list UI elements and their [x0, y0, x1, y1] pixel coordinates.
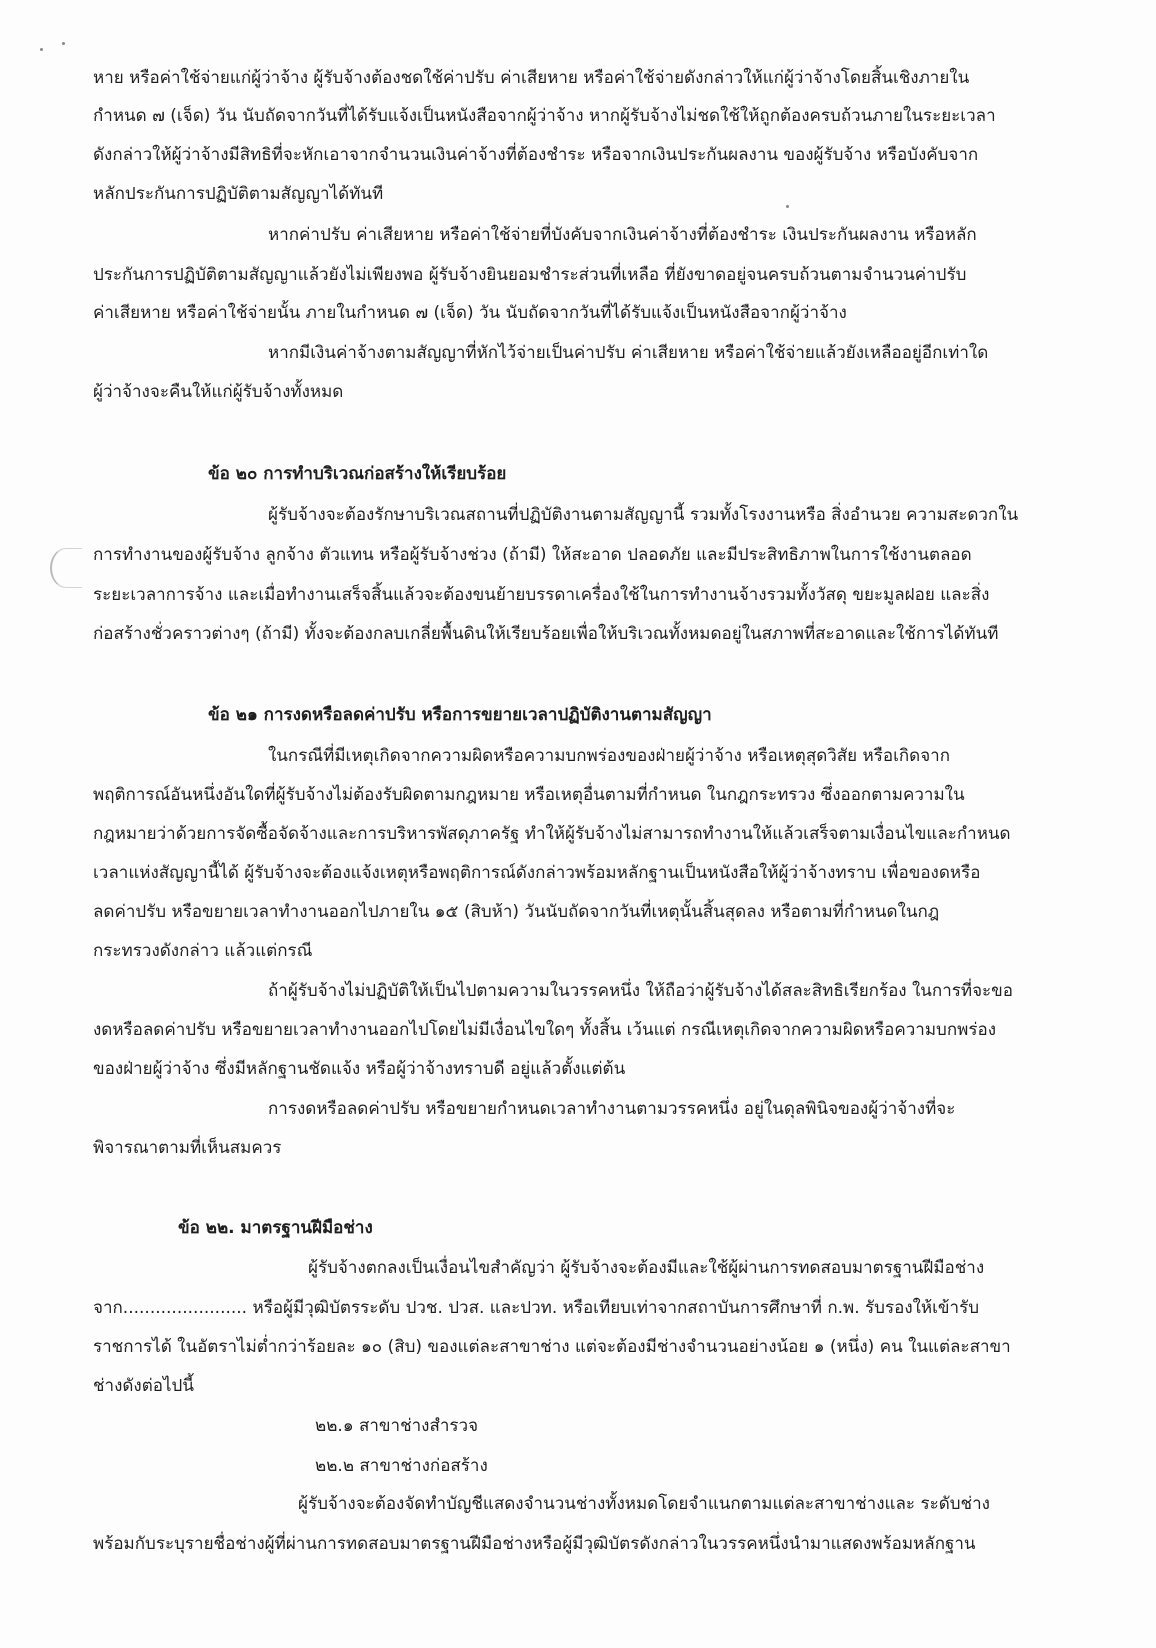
section-heading: ข้อ ๒๒. มาตรฐานฝีมือช่าง — [178, 1218, 373, 1238]
scan-speck — [786, 205, 789, 208]
section-heading: ข้อ ๒๑ การงดหรือลดค่าปรับ หรือการขยายเวลาปฏิบัติงานตามสัญญา — [208, 705, 712, 725]
paragraph-line: หาย หรือค่าใช้จ่ายแก่ผู้ว่าจ้าง ผู้รับจ้างต้องชดใช้ค่าปรับ ค่าเสียหาย หรือค่าใช้จ่ายดังกล่าวให้แก่ผู้ว่าจ้างโดยสิ้นเชิงภายใน — [93, 68, 970, 88]
paragraph-line: กระทรวงดังกล่าว แล้วแต่กรณี — [93, 941, 313, 961]
paragraph-line: พิจารณาตามที่เห็นสมควร — [93, 1138, 282, 1158]
paragraph-line: ผู้รับจ้างตกลงเป็นเงื่อนไขสำคัญว่า ผู้รับจ้างจะต้องมีและใช้ผู้ผ่านการทดสอบมาตรฐานฝีมือช่าง — [308, 1258, 985, 1278]
paragraph-line: ค่าเสียหาย หรือค่าใช้จ่ายนั้น ภายในกำหนด ๗ (เจ็ด) วัน นับถัดจากวันที่ได้รับแจ้งเป็นหนังสือจากผู้ว่าจ้าง — [93, 303, 847, 323]
paragraph-line: ผู้รับจ้างจะต้องจัดทำบัญชีแสดงจำนวนช่างทั้งหมดโดยจำแนกตามแต่ละสาขาช่างและ ระดับช่าง — [298, 1494, 990, 1514]
paragraph-line: ของฝ่ายผู้ว่าจ้าง ซึ่งมีหลักฐานชัดแจ้ง หรือผู้ว่าจ้างทราบดี อยู่แล้วตั้งแต่ต้น — [93, 1059, 626, 1079]
paragraph-line: พฤติการณ์อันหนึ่งอันใดที่ผู้รับจ้างไม่ต้องรับผิดตามกฎหมาย หรือเหตุอื่นตามที่กำหนด ในกฎกระทรวง ซึ่งออกตามความใน — [93, 785, 965, 805]
paragraph-line: ถ้าผู้รับจ้างไม่ปฏิบัติให้เป็นไปตามความในวรรคหนึ่ง ให้ถือว่าผู้รับจ้างได้สละสิทธิเรียกร้อง ในการที่จะขอ — [268, 981, 1014, 1001]
paragraph-line: ประกันการปฏิบัติตามสัญญาแล้วยังไม่เพียงพอ ผู้รับจ้างยินยอมชำระส่วนที่เหลือ ที่ยังขาดอยู่จนครบถ้วนตามจำนวนค่าปรับ — [93, 265, 967, 285]
paragraph-line: หากค่าปรับ ค่าเสียหาย หรือค่าใช้จ่ายที่บังคับจากเงินค่าจ้างที่ต้องชำระ เงินประกันผลงาน หรือหลัก — [268, 225, 977, 245]
paragraph-line: การงดหรือลดค่าปรับ หรือขยายกำหนดเวลาทำงานตามวรรคหนึ่ง อยู่ในดุลพินิจของผู้ว่าจ้างที่จะ — [268, 1099, 956, 1119]
paragraph-line: ผู้ว่าจ้างจะคืนให้แก่ผู้รับจ้างทั้งหมด — [93, 382, 344, 402]
paragraph-line: ระยะเวลาการจ้าง และเมื่อทำงานเสร็จสิ้นแล้วจะต้องขนย้ายบรรดาเครื่องใช้ในการทำงานจ้างรวมทั้งวัสดุ ขยะมูลฝอย และสิ่ง — [93, 585, 990, 605]
paragraph-line: เวลาแห่งสัญญานี้ได้ ผู้รับจ้างจะต้องแจ้งเหตุหรือพฤติการณ์ดังกล่าวพร้อมหลักฐานเป็นหนังสือให้ผู้ว่าจ้างทราบ เพื่อของดหรือ — [93, 863, 981, 883]
paragraph-line: ลดค่าปรับ หรือขยายเวลาทำงานออกไปภายใน ๑๕ (สิบห้า) วันนับถัดจากวันที่เหตุนั้นสิ้นสุดลง หรือตามที่กำหนดในกฎ — [93, 902, 940, 922]
list-item: ๒๒.๒ สาขาช่างก่อสร้าง — [315, 1456, 488, 1476]
paragraph-line: พร้อมกับระบุรายชื่อช่างผู้ที่ผ่านการทดสอบมาตรฐานฝีมือช่างหรือผู้มีวุฒิบัตรดังกล่าวในวรรคหนึ่งนำมาแสดงพร้อมหลักฐาน — [93, 1534, 976, 1554]
paragraph-line: จาก....................... หรือผู้มีวุฒิบัตรระดับ ปวช. ปวส. และปวท. หรือเทียบเท่าจากสถาบันการศึกษาที่ ก.พ. รับรองให้เข้ารับ — [93, 1298, 980, 1318]
paragraph-line: หากมีเงินค่าจ้างตามสัญญาที่หักไว้จ่ายเป็นค่าปรับ ค่าเสียหาย หรือค่าใช้จ่ายแล้วยังเหลืออยู่อีกเท่าใด — [268, 343, 989, 363]
scan-speck — [62, 42, 65, 45]
list-item: ๒๒.๑ สาขาช่างสำรวจ — [315, 1416, 479, 1436]
section-heading: ข้อ ๒๐ การทำบริเวณก่อสร้างให้เรียบร้อย — [208, 464, 507, 484]
paragraph-line: หลักประกันการปฏิบัติตามสัญญาได้ทันที — [93, 184, 384, 204]
paragraph-line: งดหรือลดค่าปรับ หรือขยายเวลาทำงานออกไปโดยไม่มีเงื่อนไขใดๆ ทั้งสิ้น เว้นแต่ กรณีเหตุเกิดจากความผิดหรือความบกพร่อง — [93, 1020, 996, 1040]
paragraph-line: ดังกล่าวให้ผู้ว่าจ้างมีสิทธิที่จะหักเอาจากจำนวนเงินค่าจ้างที่ต้องชำระ หรือจากเงินประกันผลงาน ของผู้รับจ้าง หรือบังคับจาก — [93, 145, 979, 165]
scan-speck — [40, 48, 43, 51]
paragraph-line: ผู้รับจ้างจะต้องรักษาบริเวณสถานที่ปฏิบัติงานตามสัญญานี้ รวมทั้งโรงงานหรือ สิ่งอำนวย ความสะดวกใน — [268, 505, 1019, 525]
punch-hole-mark — [50, 548, 82, 588]
paragraph-line: ราชการได้ ในอัตราไม่ต่ำกว่าร้อยละ ๑๐ (สิบ) ของแต่ละสาขาช่าง แต่จะต้องมีช่างจำนวนอย่างน้อย ๑ (หนึ่ง) คน ในแต่ละสาขา — [93, 1337, 1011, 1357]
paragraph-line: ช่างดังต่อไปนี้ — [93, 1376, 194, 1396]
paragraph-line: กำหนด ๗ (เจ็ด) วัน นับถัดจากวันที่ได้รับแจ้งเป็นหนังสือจากผู้ว่าจ้าง หากผู้รับจ้างไม่ชดใช้ให้ถูกต้องครบถ้วนภายในระยะเวลา — [93, 106, 996, 126]
paragraph-line: ก่อสร้างชั่วคราวต่างๆ (ถ้ามี) ทั้งจะต้องกลบเกลี่ยพื้นดินให้เรียบร้อยเพื่อให้บริเวณทั้งหมดอยู่ในสภาพที่สะอาดและใช้การได้ทันที — [93, 624, 999, 644]
paragraph-line: ในกรณีที่มีเหตุเกิดจากความผิดหรือความบกพร่องของฝ่ายผู้ว่าจ้าง หรือเหตุสุดวิสัย หรือเกิดจาก — [268, 746, 951, 766]
paragraph-line: กฎหมายว่าด้วยการจัดซื้อจัดจ้างและการบริหารพัสดุภาครัฐ ทำให้ผู้รับจ้างไม่สามารถทำงานให้แล้วเสร็จตามเงื่อนไขและกำหนด — [93, 824, 1011, 844]
paragraph-line: การทำงานของผู้รับจ้าง ลูกจ้าง ตัวแทน หรือผู้รับจ้างช่วง (ถ้ามี) ให้สะอาด ปลอดภัย และมีประสิทธิภาพในการใช้งานตลอด — [93, 545, 972, 565]
